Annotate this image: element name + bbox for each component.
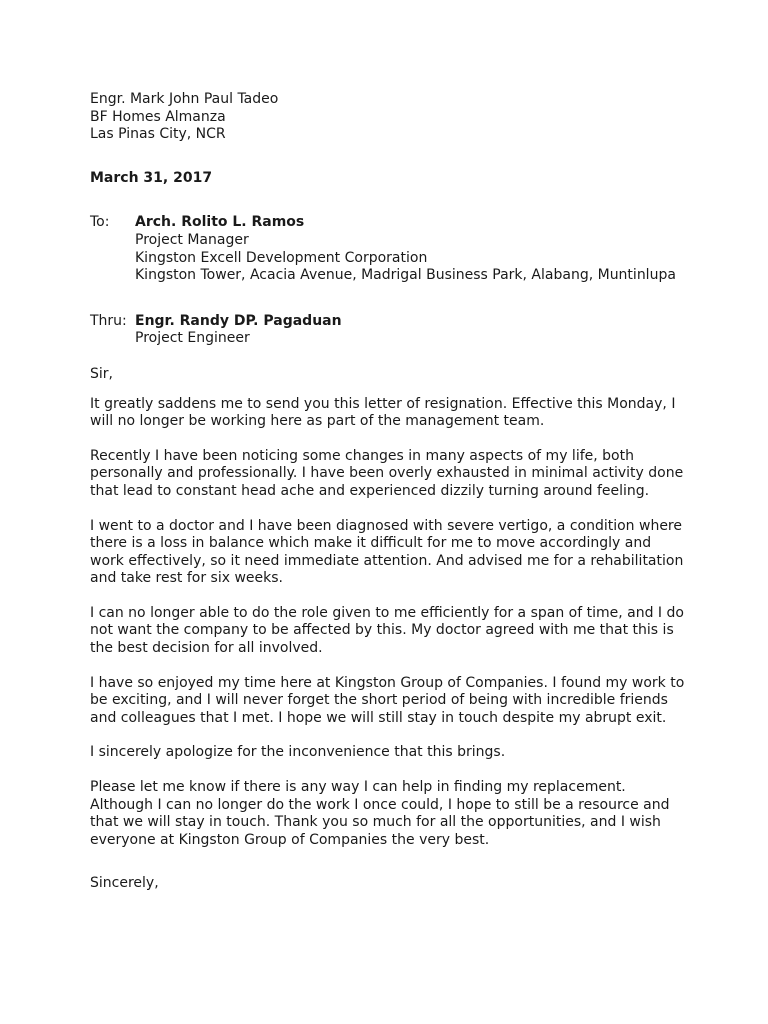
paragraph-line: that lead to constant head ache and experienced dizzily turning around feeling. bbox=[90, 482, 650, 499]
resignation-letter bbox=[90, 91, 690, 893]
recipient-company: Kingston Excell Development Corporation bbox=[135, 249, 428, 266]
paragraph bbox=[90, 779, 690, 849]
paragraph-line: will no longer be working here as part of the management team. bbox=[90, 413, 545, 430]
paragraph-line: not want the company to be affected by this. My doctor agreed with me that this is bbox=[90, 622, 674, 639]
closing: Sincerely, bbox=[90, 875, 159, 892]
thru-name: Engr. Randy DP. Pagaduan bbox=[135, 312, 342, 329]
paragraph-line: I sincerely apologize for the inconvenience that this brings. bbox=[90, 744, 506, 761]
sender-name: Engr. Mark John Paul Tadeo bbox=[90, 91, 279, 107]
thru-block bbox=[90, 313, 690, 348]
thru-label: Thru: bbox=[90, 312, 127, 329]
paragraph-line: there is a loss in balance which make it difficult for me to move accordingly and bbox=[90, 535, 652, 552]
paragraph-line: I went to a doctor and I have been diagnosed with severe vertigo, a condition where bbox=[90, 517, 682, 534]
paragraph-line: Please let me know if there is any way I can help in finding my replacement. bbox=[90, 779, 626, 796]
sender-street: BF Homes Almanza bbox=[90, 108, 226, 125]
recipient-block bbox=[90, 214, 690, 284]
sender-city: Las Pinas City, NCR bbox=[90, 126, 226, 143]
paragraph-line: that we will stay in touch. Thank you so much for all the opportunities, and I wish bbox=[90, 814, 661, 831]
recipient-address-line: Kingston Tower, Acacia Avenue, Madrigal Business Park, Alabang, Muntinlupa bbox=[135, 267, 676, 284]
paragraph-line: personally and professionally. I have been overly exhausted in minimal activity done bbox=[90, 465, 684, 482]
paragraph-line: I have so enjoyed my time here at Kingston Group of Companies. I found my work to bbox=[90, 674, 685, 691]
paragraph-line: I can no longer able to do the role given to me efficiently for a span of time, and I do bbox=[90, 604, 684, 621]
paragraph-line: Although I can no longer do the work I once could, I hope to still be a resource and bbox=[90, 796, 670, 813]
recipient-name: Arch. Rolito L. Ramos bbox=[135, 214, 305, 231]
paragraph-line: the best decision for all involved. bbox=[90, 640, 323, 657]
paragraph-line: It greatly saddens me to send you this letter of resignation. Effective this Monday, I bbox=[90, 395, 676, 412]
paragraph-line: Recently I have been noticing some changes in many aspects of my life, both bbox=[90, 447, 634, 464]
paragraph-line: and take rest for six weeks. bbox=[90, 570, 283, 587]
letter-date: March 31, 2017 bbox=[90, 169, 213, 186]
paragraph bbox=[90, 448, 690, 501]
paragraph-line: work effectively, so it need immediate attention. And advised me for a rehabilitation bbox=[90, 552, 684, 569]
paragraph bbox=[90, 675, 690, 728]
salutation: Sir, bbox=[90, 365, 113, 382]
paragraph-line: everyone at Kingston Group of Companies the very best. bbox=[90, 831, 490, 848]
paragraph bbox=[90, 605, 690, 658]
recipient-title: Project Manager bbox=[135, 231, 249, 248]
thru-title: Project Engineer bbox=[135, 330, 250, 347]
paragraph bbox=[90, 518, 690, 588]
paragraph-line: and colleagues that I met. I hope we will still stay in touch despite my abrupt exit. bbox=[90, 709, 667, 726]
paragraph bbox=[90, 744, 690, 762]
thru-address bbox=[135, 313, 690, 348]
to-label: To: bbox=[90, 214, 110, 231]
sender-address bbox=[90, 91, 690, 144]
recipient-address bbox=[135, 214, 690, 284]
paragraph-line: be exciting, and I will never forget the short period of being with incredible friends bbox=[90, 692, 668, 709]
paragraph bbox=[90, 396, 690, 431]
